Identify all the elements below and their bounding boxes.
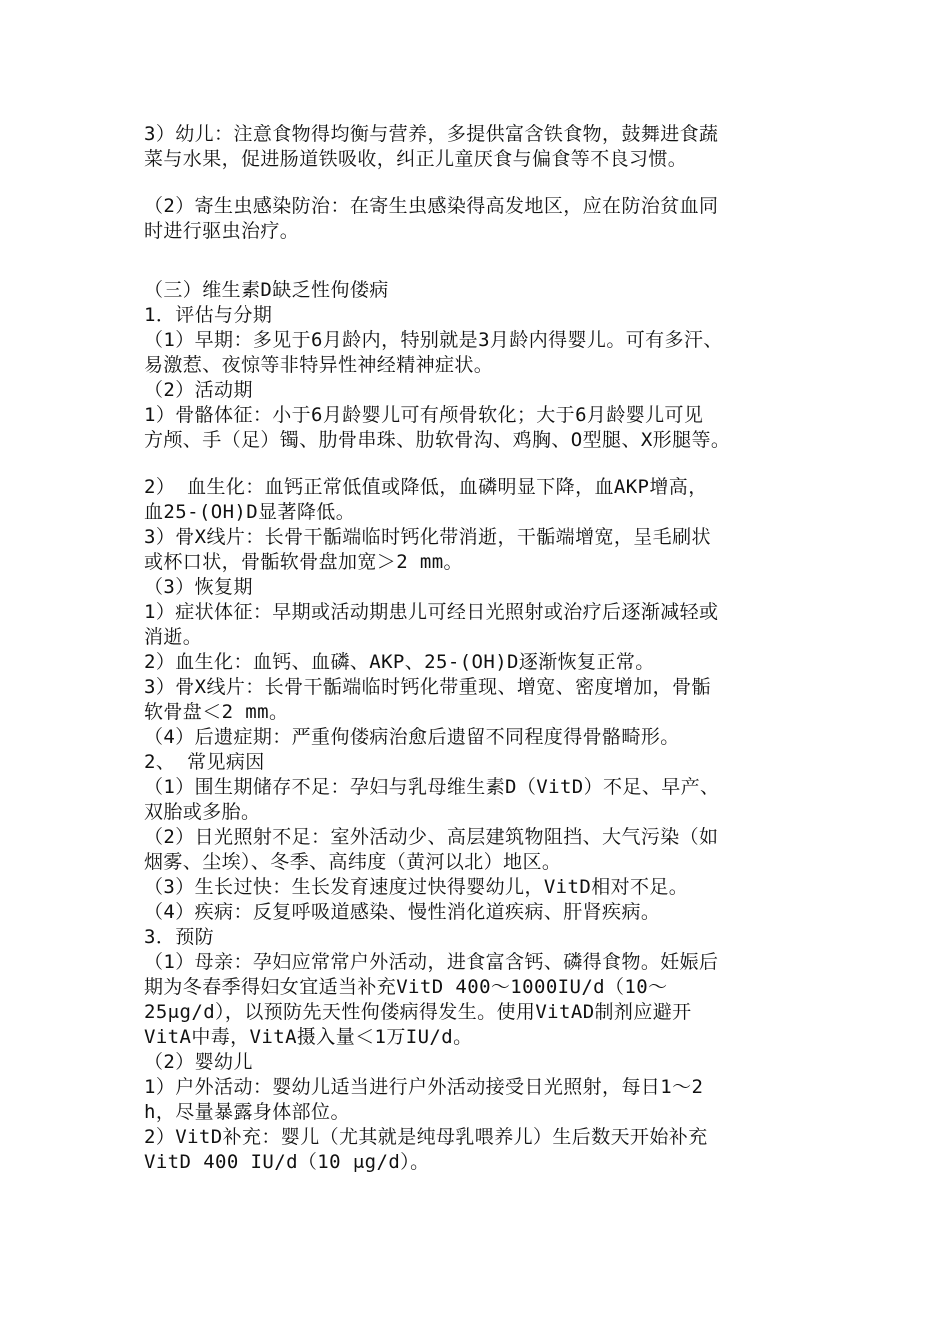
- text-line: 1）户外活动：婴幼儿适当进行户外活动接受日光照射，每日1～2: [144, 1076, 704, 1098]
- text-line: 菜与水果，促进肠道铁吸收，纠正儿童厌食与偏食等不良习惯。: [144, 148, 688, 170]
- text-line: 时进行驱虫治疗。: [144, 220, 300, 242]
- text-line: （2）寄生虫感染防治：在寄生虫感染得高发地区，应在防治贫血同: [144, 195, 719, 217]
- text-line: VitA中毒，VitA摄入量＜1万IU/d。: [144, 1026, 473, 1048]
- text-line: VitD 400 IU/d（10 μg/d）。: [144, 1151, 430, 1173]
- paragraph-gap: [144, 453, 824, 475]
- text-line: （1）围生期储存不足：孕妇与乳母维生素D（VitD）不足、早产、: [144, 776, 720, 798]
- text-line: 2）VitD补充：婴儿（尤其就是纯母乳喂养儿）生后数天开始补充: [144, 1126, 708, 1148]
- text-line: 25μg/d），以预防先天性佝偻病得发生。使用VitAD制剂应避开: [144, 1001, 692, 1023]
- text-line: （2）活动期: [144, 379, 253, 401]
- text-line: （3）生长过快：生长发育速度过快得婴幼儿，VitD相对不足。: [144, 876, 689, 898]
- text-line: 3）骨X线片：长骨干骺端临时钙化带消逝，干骺端增宽，呈毛刷状: [144, 526, 711, 548]
- paragraph-gap: [144, 172, 824, 194]
- section-heading: （三）维生素D缺乏性佝偻病: [144, 279, 389, 301]
- text-line: 1）骨骼体征：小于6月龄婴儿可有颅骨软化；大于6月龄婴儿可见: [144, 404, 704, 426]
- text-line: 3）骨X线片：长骨干骺端临时钙化带重现、增宽、密度增加，骨骺: [144, 676, 711, 698]
- text-line: （1）早期：多见于6月龄内，特别就是3月龄内得婴儿。可有多汗、: [144, 329, 723, 351]
- document-body: [144, 122, 824, 1175]
- text-line: （2）婴幼儿: [144, 1051, 253, 1073]
- text-line: （3）恢复期: [144, 576, 253, 598]
- text-line: 或杯口状，骨骺软骨盘加宽＞2 mm。: [144, 551, 463, 573]
- text-line: 2）血生化：血钙、血磷、AKP、25-(OH)D逐渐恢复正常。: [144, 651, 655, 673]
- text-line: 期为冬春季得妇女宜适当补充VitD 400～1000IU/d（10～: [144, 976, 668, 998]
- text-line: （4）后遗症期：严重佝偻病治愈后遗留不同程度得骨骼畸形。: [144, 726, 680, 748]
- subsection-heading: 1．评估与分期: [144, 304, 273, 326]
- subsection-heading: 2、 常见病因: [144, 751, 265, 773]
- text-line: 双胎或多胎。: [144, 801, 261, 823]
- text-line: 烟雾、尘埃）、冬季、高纬度（黄河以北）地区。: [144, 851, 562, 873]
- text-line: 易激惹、夜惊等非特异性神经精神症状。: [144, 354, 494, 376]
- text-line: 1）症状体征：早期或活动期患儿可经日光照射或治疗后逐渐减轻或: [144, 601, 719, 623]
- text-line: 2） 血生化：血钙正常低值或降低，血磷明显下降，血AKP增高，: [144, 476, 708, 498]
- text-line: 3）幼儿：注意食物得均衡与营养，多提供富含铁食物，鼓舞进食蔬: [144, 123, 719, 145]
- subsection-heading: 3．预防: [144, 926, 215, 948]
- text-line: 血25-(OH)D显著降低。: [144, 501, 356, 523]
- text-line: （2）日光照射不足：室外活动少、高层建筑物阻挡、大气污染（如: [144, 826, 719, 848]
- paragraph-gap: [144, 244, 824, 278]
- text-line: 消逝。: [144, 626, 203, 648]
- text-line: h，尽量暴露身体部位。: [144, 1101, 350, 1123]
- text-line: （4）疾病：反复呼吸道感染、慢性消化道疾病、肝肾疾病。: [144, 901, 661, 923]
- text-line: （1）母亲：孕妇应常常户外活动，进食富含钙、磷得食物。妊娠后: [144, 951, 719, 973]
- text-line: 方颅、手（足）镯、肋骨串珠、肋软骨沟、鸡胸、O型腿、X形腿等。: [144, 429, 731, 451]
- text-line: 软骨盘＜2 mm。: [144, 701, 289, 723]
